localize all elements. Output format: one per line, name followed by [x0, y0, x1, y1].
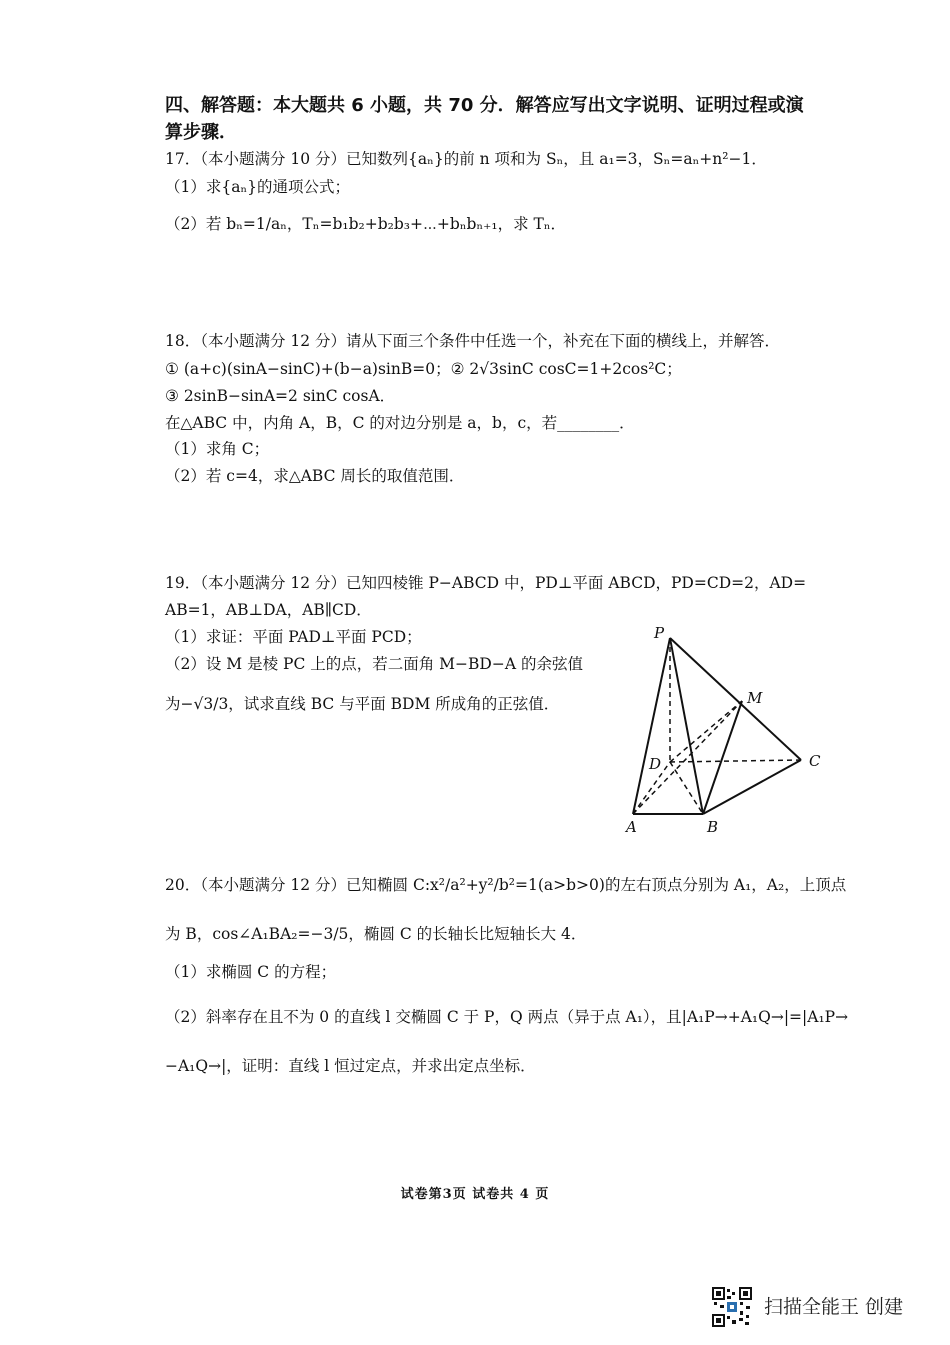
page-footer: 试卷第3页 试卷共 4 页 [400, 1187, 550, 1202]
q19-part2-line2: 为−√3/3，试求直线 BC 与平面 BDM 所成角的正弦值． [165, 695, 560, 713]
section-heading-line2: 算步骤． [165, 122, 237, 143]
q20-part2-line1: （2）斜率存在且不为 0 的直线 l 交椭圆 C 于 P，Q 两点（异于点 A₁），且|A₁P→+A₁Q→|=|A₁P→ [165, 1008, 849, 1026]
label-M: M [747, 689, 763, 707]
label-C: C [809, 752, 821, 770]
q20-stem-line1: 20．（本小题满分 12 分）已知椭圆 C:x²/a²+y²/b²=1(a>b>0)的左右顶点分别为 A₁，A₂，上顶点 [165, 876, 847, 894]
q18-part2: （2）若 c=4，求△ABC 周长的取值范围． [165, 467, 465, 485]
q17-part1: （1）求{aₙ}的通项公式； [165, 178, 351, 196]
q19-part1: （1）求证：平面 PAD⊥平面 PCD； [165, 628, 422, 646]
scanner-watermark [712, 1287, 922, 1327]
section-heading-line1: 四、解答题：本大题共 6 小题，共 70 分．解答应写出文字说明、证明过程或演 [165, 95, 804, 116]
q19-part2-line1: （2）设 M 是棱 PC 上的点，若二面角 M−BD−A 的余弦值 [165, 655, 583, 673]
q19-stem-line1: 19．（本小题满分 12 分）已知四棱锥 P−ABCD 中，PD⊥平面 ABCD，PD=CD=2，AD= [165, 574, 807, 592]
q18-triangle-stem: 在△ABC 中，内角 A，B，C 的对边分别是 a，b，c，若________． [165, 414, 635, 432]
q17-stem: 17．（本小题满分 10 分）已知数列{aₙ}的前 n 项和为 Sₙ，且 a₁=3，Sₙ=aₙ+n²−1． [165, 150, 767, 168]
edge-PA [633, 638, 670, 814]
q18-part1: （1）求角 C； [165, 440, 270, 458]
qr-code-icon [712, 1287, 752, 1327]
q18-stem: 18．（本小题满分 12 分）请从下面三个条件中任选一个，补充在下面的横线上，并解答． [165, 332, 781, 350]
label-A: A [626, 818, 637, 836]
edge-BC [703, 760, 801, 814]
q19-stem-line2: AB=1，AB⊥DA，AB∥CD． [165, 601, 372, 619]
edge-DC [670, 760, 801, 762]
edge-BM [703, 701, 742, 814]
pyramid-figure [618, 622, 833, 837]
watermark-text: 扫描全能王 创建 [764, 1296, 904, 1318]
q18-conditions-1-2: ① (a+c)(sinA−sinC)+(b−a)sinB=0；② 2√3sinC cosC=1+2cos²C； [165, 360, 682, 378]
q18-condition-3: ③ 2sinB−sinA=2 sinC cosA． [165, 387, 396, 405]
q17-part2: （2）若 bₙ=1/aₙ，Tₙ=b₁b₂+b₂b₃+⋯+bₙbₙ₊₁，求 Tₙ． [165, 215, 567, 233]
q20-stem-line2: 为 B，cos∠A₁BA₂=−3/5，椭圆 C 的长轴长比短轴长大 4． [165, 925, 587, 943]
q20-part1: （1）求椭圆 C 的方程； [165, 963, 337, 981]
label-D: D [649, 755, 662, 773]
q20-part2-line2: −A₁Q→|，证明：直线 l 恒过定点，并求出定点坐标． [165, 1057, 536, 1075]
label-B: B [707, 818, 719, 836]
label-P: P [654, 624, 665, 642]
